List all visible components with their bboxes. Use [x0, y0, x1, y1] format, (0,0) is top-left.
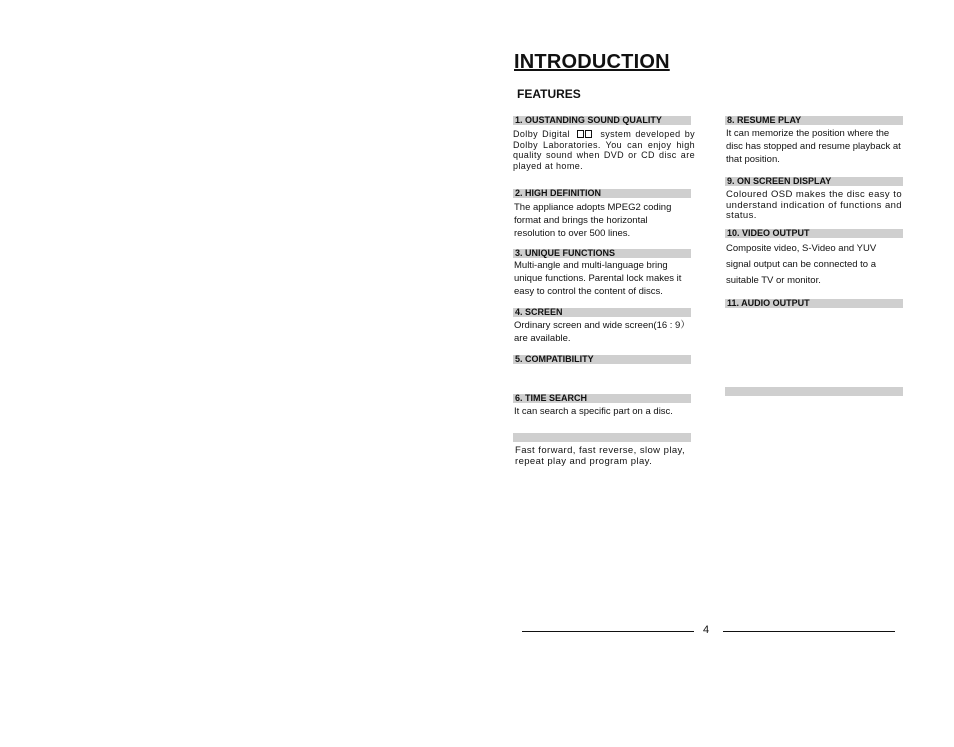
dolby-text-prefix: Dolby Digital: [513, 129, 570, 139]
page-title: INTRODUCTION: [514, 51, 670, 73]
feature-heading-sound-quality: 1. OUSTANDING SOUND QUALITY: [513, 116, 691, 125]
feature-heading-audio-output: 11. AUDIO OUTPUT: [725, 299, 903, 308]
footer-rule-left: [522, 631, 694, 632]
feature-heading-on-screen-display: 9. ON SCREEN DISPLAY: [725, 177, 903, 186]
feature-heading-unique-functions: 3. UNIQUE FUNCTIONS: [513, 249, 691, 258]
feature-text-sound-quality: [513, 129, 695, 171]
feature-text-playback-modes: Fast forward, fast reverse, slow play, repeat play and program play.: [515, 445, 685, 467]
feature-text-resume-play: It can memorize the position where the disc has stopped and resume playback at that position.: [726, 128, 901, 165]
feature-heading-blank: [725, 387, 903, 396]
feature-text-unique-functions: Multi-angle and multi-language bring unique functions. Parental lock makes it easy to control the content of discs.: [514, 260, 682, 297]
feature-text-video-output: Composite video, S-Video and YUV signal output can be connected to a suitable TV or monitor.: [726, 243, 877, 286]
dolby-text-rest: system developed by Dolby Laboratories. You can enjoy high quality sound when DVD or CD disc are played at home.: [513, 129, 695, 171]
feature-heading-high-definition: 2. HIGH DEFINITION: [513, 189, 691, 198]
dolby-logo-icon: [577, 129, 593, 139]
section-subtitle: FEATURES: [517, 87, 581, 101]
feature-text-high-definition: The appliance adopts MPEG2 coding format and brings the horizontal resolution to over 500 lines.: [514, 202, 672, 239]
feature-heading-screen: 4. SCREEN: [513, 308, 691, 317]
footer-rule-right: [723, 631, 895, 632]
feature-heading-time-search: 6. TIME SEARCH: [513, 394, 691, 403]
feature-heading-resume-play: 8. RESUME PLAY: [725, 116, 903, 125]
feature-heading-video-output: 10. VIDEO OUTPUT: [725, 229, 903, 238]
feature-text-screen: Ordinary screen and wide screen(16 : 9）are available.: [514, 320, 690, 344]
feature-text-on-screen-display: Coloured OSD makes the disc easy to understand indication of functions and status.: [726, 189, 902, 221]
page-number: 4: [703, 624, 710, 636]
feature-heading-playback-modes: [513, 433, 691, 442]
feature-text-time-search: It can search a specific part on a disc.: [514, 406, 673, 417]
feature-heading-compatibility: 5. COMPATIBILITY: [513, 355, 691, 364]
